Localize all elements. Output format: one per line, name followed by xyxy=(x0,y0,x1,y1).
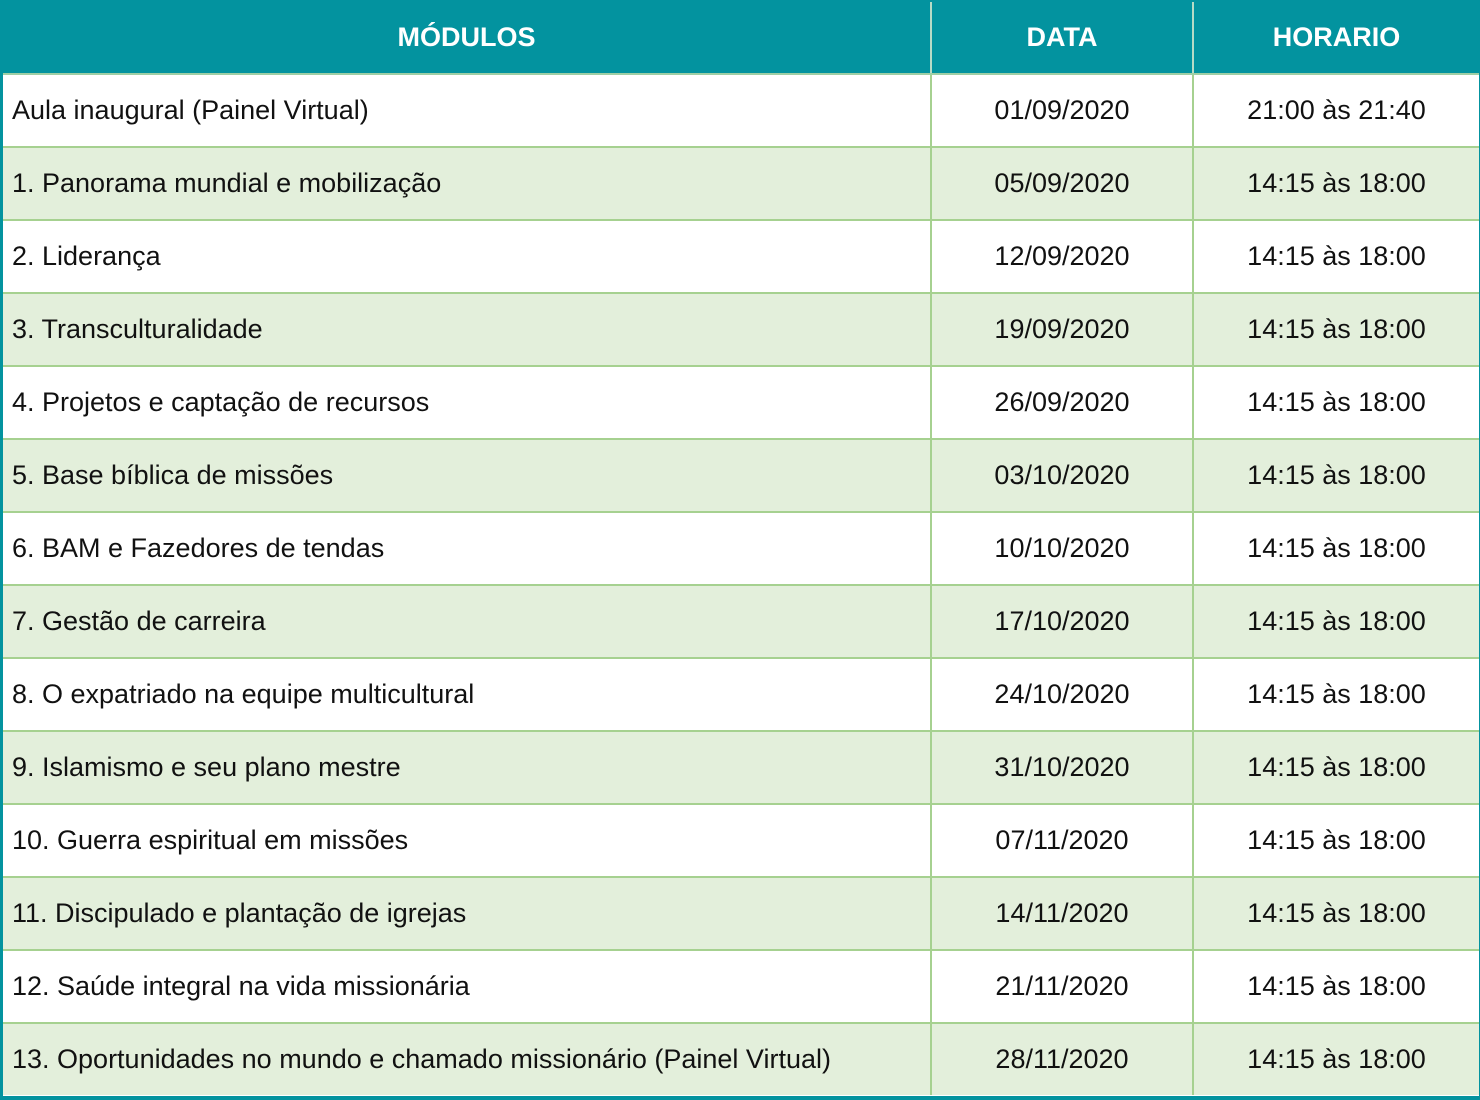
table-row xyxy=(3,585,1479,658)
time-cell: 21:00 às 21:40 xyxy=(1193,74,1479,147)
module-cell: 12. Saúde integral na vida missionária xyxy=(3,950,931,1023)
time-cell: 14:15 às 18:00 xyxy=(1193,658,1479,731)
table-row xyxy=(3,439,1479,512)
time-cell: 14:15 às 18:00 xyxy=(1193,950,1479,1023)
header-data: DATA xyxy=(931,2,1193,74)
table-row xyxy=(3,74,1479,147)
table-body xyxy=(3,74,1479,1095)
table-row xyxy=(3,512,1479,585)
module-cell: 2. Liderança xyxy=(3,220,931,293)
time-cell: 14:15 às 18:00 xyxy=(1193,585,1479,658)
time-cell: 14:15 às 18:00 xyxy=(1193,512,1479,585)
header-modulos: MÓDULOS xyxy=(3,2,931,74)
date-cell: 21/11/2020 xyxy=(931,950,1193,1023)
time-cell: 14:15 às 18:00 xyxy=(1193,293,1479,366)
module-cell: 6. BAM e Fazedores de tendas xyxy=(3,512,931,585)
module-cell: 11. Discipulado e plantação de igrejas xyxy=(3,877,931,950)
table-header xyxy=(3,2,1479,74)
table-row xyxy=(3,293,1479,366)
date-cell: 31/10/2020 xyxy=(931,731,1193,804)
module-cell: 1. Panorama mundial e mobilização xyxy=(3,147,931,220)
date-cell: 03/10/2020 xyxy=(931,439,1193,512)
date-cell: 26/09/2020 xyxy=(931,366,1193,439)
table-row xyxy=(3,220,1479,293)
time-cell: 14:15 às 18:00 xyxy=(1193,877,1479,950)
module-cell: 10. Guerra espiritual em missões xyxy=(3,804,931,877)
date-cell: 24/10/2020 xyxy=(931,658,1193,731)
module-cell: 8. O expatriado na equipe multicultural xyxy=(3,658,931,731)
date-cell: 07/11/2020 xyxy=(931,804,1193,877)
date-cell: 10/10/2020 xyxy=(931,512,1193,585)
module-cell: 4. Projetos e captação de recursos xyxy=(3,366,931,439)
table-row xyxy=(3,658,1479,731)
module-cell: Aula inaugural (Painel Virtual) xyxy=(12,95,369,125)
time-cell: 14:15 às 18:00 xyxy=(1193,804,1479,877)
module-cell: 3. Transculturalidade xyxy=(3,293,931,366)
date-cell: 01/09/2020 xyxy=(931,74,1193,147)
table-row xyxy=(3,147,1479,220)
module-cell: 9. Islamismo e seu plano mestre xyxy=(3,731,931,804)
table-row xyxy=(3,804,1479,877)
schedule-table xyxy=(3,2,1479,1095)
time-cell: 14:15 às 18:00 xyxy=(1193,147,1479,220)
time-cell: 14:15 às 18:00 xyxy=(1193,731,1479,804)
date-cell: 28/11/2020 xyxy=(931,1023,1193,1095)
table-row xyxy=(3,877,1479,950)
time-cell: 14:15 às 18:00 xyxy=(1193,1023,1479,1095)
date-cell: 17/10/2020 xyxy=(931,585,1193,658)
table-row xyxy=(3,366,1479,439)
table-row xyxy=(3,731,1479,804)
date-cell: 14/11/2020 xyxy=(931,877,1193,950)
time-cell: 14:15 às 18:00 xyxy=(1193,220,1479,293)
date-cell: 12/09/2020 xyxy=(931,220,1193,293)
module-cell: 5. Base bíblica de missões xyxy=(3,439,931,512)
date-cell: 19/09/2020 xyxy=(931,293,1193,366)
module-cell: 13. Oportunidades no mundo e chamado missionário (Painel Virtual) xyxy=(3,1023,931,1095)
table-row xyxy=(3,1023,1479,1095)
time-cell: 14:15 às 18:00 xyxy=(1193,366,1479,439)
module-cell: 7. Gestão de carreira xyxy=(3,585,931,658)
time-cell: 14:15 às 18:00 xyxy=(1193,439,1479,512)
date-cell: 05/09/2020 xyxy=(931,147,1193,220)
header-horario: HORARIO xyxy=(1193,2,1479,74)
table-row xyxy=(3,950,1479,1023)
header-row xyxy=(3,2,1479,74)
